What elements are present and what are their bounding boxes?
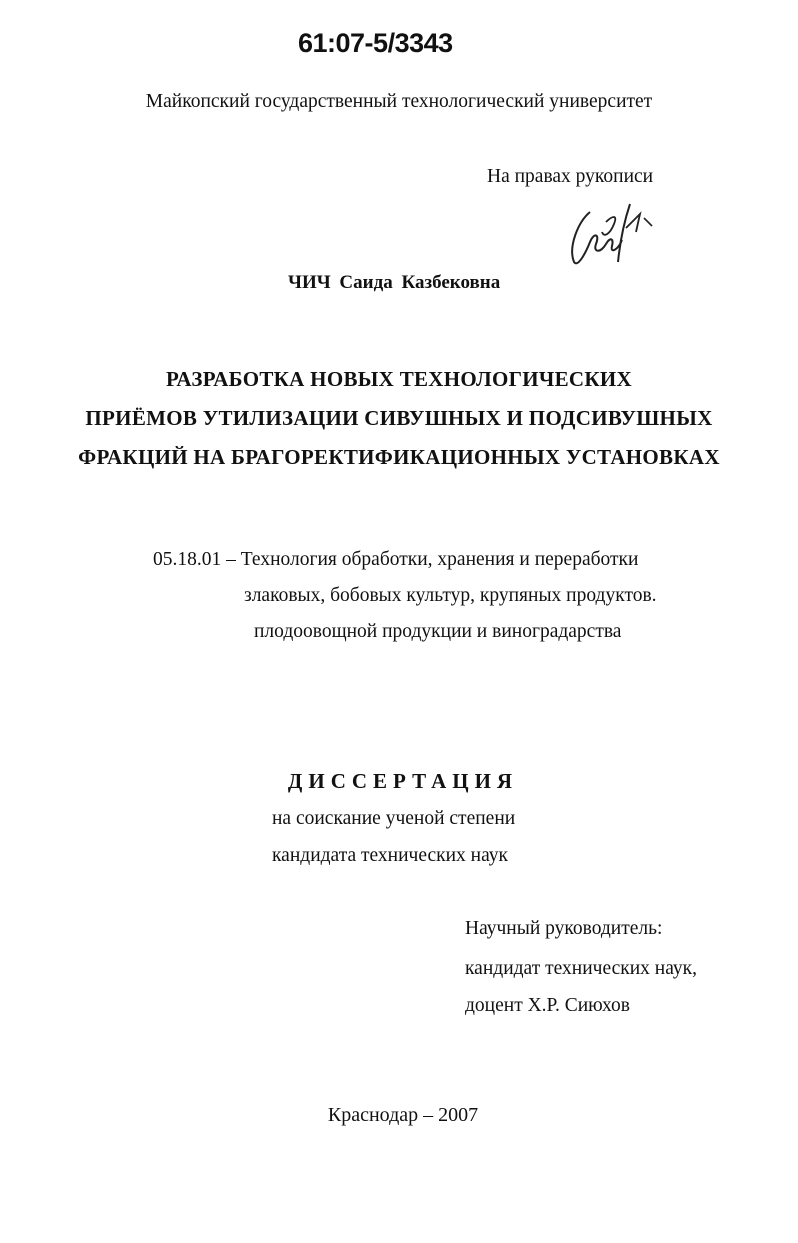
- supervisor-degree: кандидат технических наук,: [465, 958, 697, 979]
- work-type-heading: ДИССЕРТАЦИЯ: [287, 769, 519, 793]
- author-name: ЧИЧ Саида Казбековна: [288, 272, 501, 293]
- dissertation-title: [0, 360, 798, 477]
- degree-line: на соискание ученой степени: [272, 808, 516, 829]
- degree-line: кандидата технических наук: [272, 845, 508, 866]
- rights-note: На правах рукописи: [487, 166, 654, 187]
- title-line: РАЗРАБОТКА НОВЫХ ТЕХНОЛОГИЧЕСКИХ: [165, 367, 632, 391]
- university-name: Майкопский государственный технологический университет: [145, 91, 653, 112]
- title-line: ПРИЁМОВ УТИЛИЗАЦИИ СИВУШНЫХ И ПОДСИВУШНЫХ: [85, 406, 713, 430]
- specialty-line: плодоовощной продукции и виноградарства: [254, 621, 622, 642]
- supervisor-label: Научный руководитель:: [465, 918, 663, 939]
- supervisor-name: доцент Х.Р. Сиюхов: [465, 995, 630, 1016]
- specialty-code-line: 05.18.01 – Технология обработки, хранения и переработки: [153, 549, 639, 570]
- handwritten-signature: [560, 192, 660, 272]
- catalog-code: 61:07-5/3343: [298, 28, 453, 58]
- title-line: ФРАКЦИЙ НА БРАГОРЕКТИФИКАЦИОННЫХ УСТАНОВКАХ: [78, 445, 720, 469]
- specialty-line: злаковых, бобовых культур, крупяных продуктов.: [244, 585, 657, 606]
- city-year: Краснодар – 2007: [327, 1104, 479, 1126]
